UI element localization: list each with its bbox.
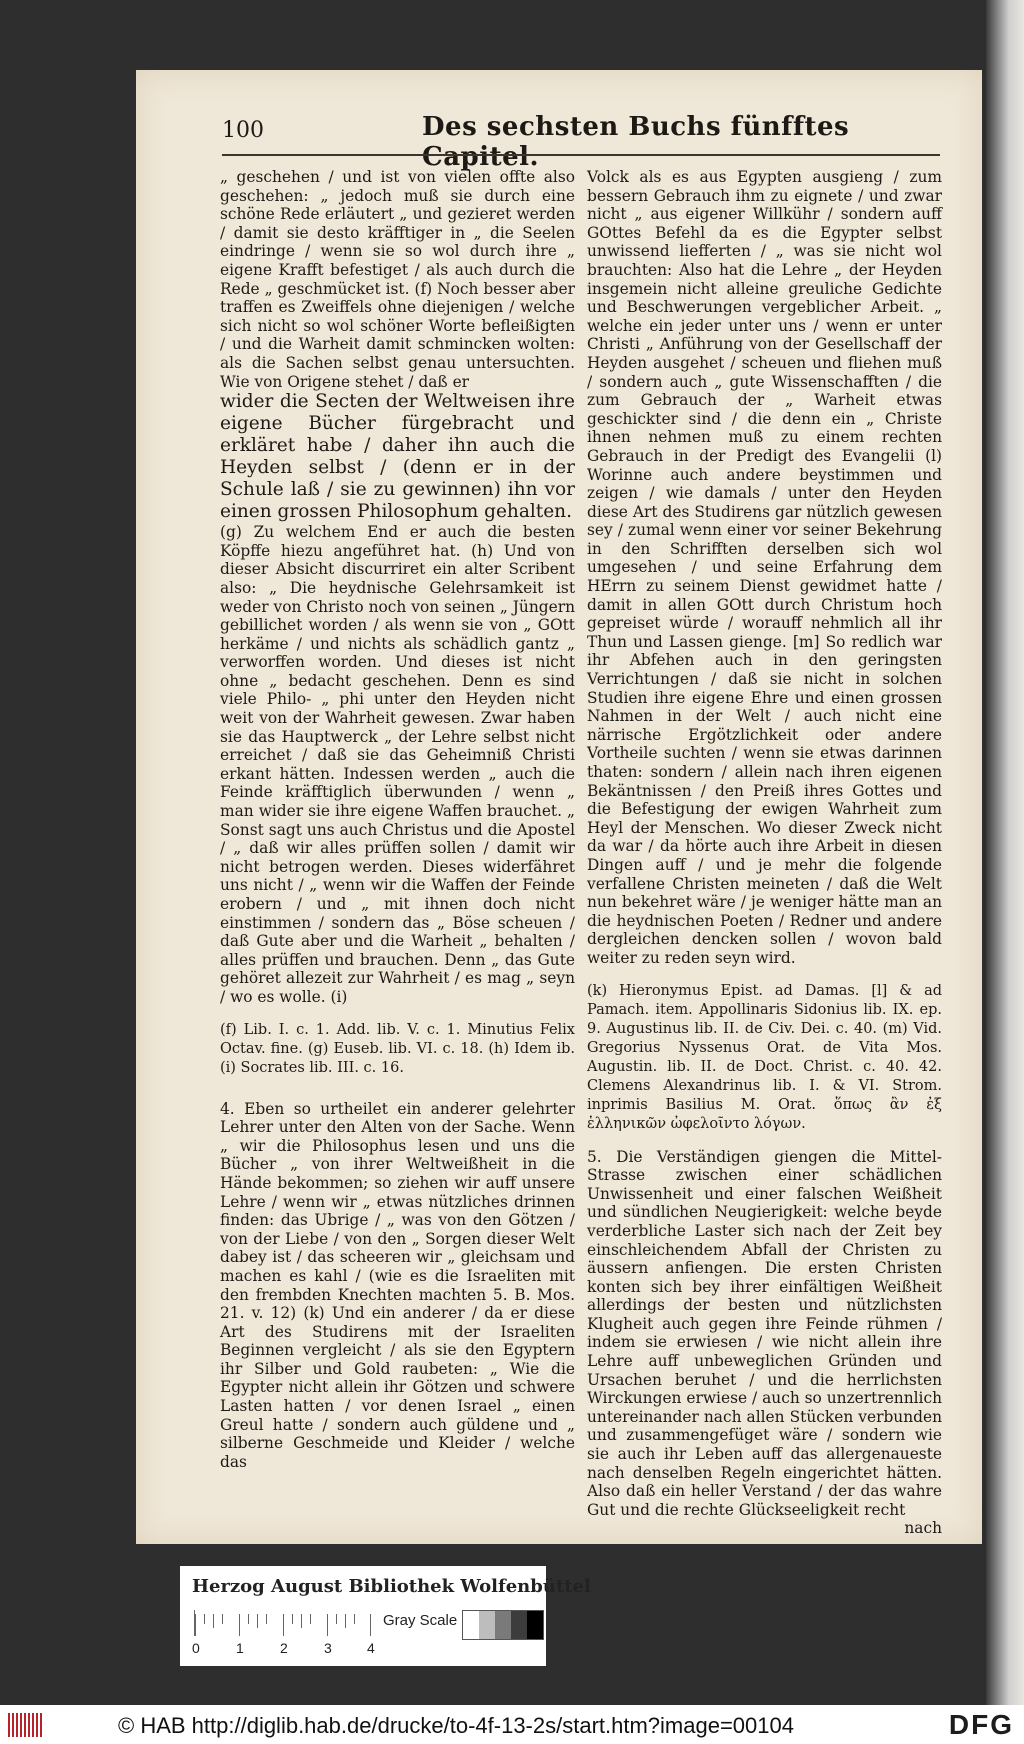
right-paragraph-1: Volck als es aus Egypten ausgieng / zum bessern Gebrauch ihm zu eignete / und zwar nicht „ aus eigener Willkühr / sondern auff GOttes Befehl da es die Egypter selbst unwissend liefferten / „ was sie nicht wol brauchten: Also hat die Lehre „ der Heyden insgemein nicht alleine greuliche Gedichte und Beschwerungen vergeblicher Arbeit. „ welche ein jeder unter uns / wenn er unter Christi „ Anführung von der Gesellschaff der Heyden ausgehet / scheuen und fliehen muß / sondern auch „ gute Wissenschafften / die zum Gebrauch der „ Warheit etwas geschickter sind / die denn ein „ Christe ihnen nehmen muß zu einem rechten Gebrauch in der Predigt des Evangelii (l) Worinne auch andere beystimmen und zeigen / wie damals / unter den Heyden diese Art des Studirens gar nützlich gewesen sey / zumal wenn einer vor seiner Bekehrung in den Schrifften derselben sich wol umgesehen / und seine Erfahrung dem HErrn zu seinem Dienst gewidmet hatte / damit in allen GOtt durch Christum hoch gepreiset würde / worauff nehmlich all ihr Thun und Lassen gienge. [m] So redlich war ihr Abfehen auch in den geringsten Verrichtungen / daß sie nicht in solchen Studien ihre eigene Ehre und einen grossen Nahmen in der Welt / auch nicht eine närrische Ergötzlichkeit oder andere Vortheile suchten / wenn sie etwas darinnen thaten: sondern / allein nach ihren eigenen Bekäntnissen / den Preiß ihres Gottes und die Befestigung der ewigen Wahrheit zum Heyl der Menschen. Wo dieser Zweck nicht da war / da hörte auch ihre Arbeit in diesen Dingen auff / und je mehr die folgende verfallene Christen meineten / daß die Welt nun bekehret wäre / je weniger hätte man an die heydnischen Poeten / Redner und andere dergleichen dencken sollen / wovon bald weiter zu reden seyn wird.: [587, 168, 942, 967]
left-emphasized-passage: wider die Secten der Weltweisen ihre eigene Bücher fürgebracht und erkläret habe / daher ihn auch die Heyden selbst / (denn er in der Schule laß / sie zu gewinnen) ihn vor einen grossen Philosophum gehalten.: [220, 391, 575, 523]
section-4-paragraph: 4. Eben so urtheilet ein anderer gelehrter Lehrer unter den Alten von der Sache. Wenn „ wir die Philosophus lesen und uns die Bücher „ von ihrer Weltweißheit in die Hände bekommen; so ziehen wir auff unsere Lehre / wenn wir „ etwas nützliches drinnen finden: das Ubrige / „ was von den Götzen / von der Liebe / von den „ Sorgen dieser Welt dabey ist / das scheeren wir „ gleichsam und machen es kahl / (wie es die Israeliten mit den frembden Knechten machten 5. B. Mos. 21. v. 12) (k) Und ein anderer / da er diese Art des Studirens mit der Israeliten Beginnen vergleicht / als sie den Egyptern ihr Silber und Gold raubeten: „ Wie die Egypter nicht allein ihr Götzen und schwere Lasten hatten / vor denen Israel „ einen Greul hatte / sondern auch güldene und „ silberne Geschmeide und Kleider / welche das: [220, 1099, 575, 1471]
book-page: [136, 70, 982, 1544]
dfg-logo: DFG: [948, 1709, 1014, 1740]
left-paragraph-2: (g) Zu welchem End er auch die besten Köpffe hiezu angeführet hat. (h) Und von dieser Absicht discurriret ein alter Scribent also: „ Die heydnische Gelehrsamkeit ist weder von Christo noch von seinen „ Jüngern gebillichet worden / als wenn sie von „ GOtt herkäme / und nichts als schädlich gantz „ verworffen worden. Und dieses ist nicht ohne „ bedacht geschehen. Denn es sind viele Philo- „ phi unter den Heyden nicht weit von der Wahrheit gewesen. Zwar haben sie das Hauptwerck „ der Lehre selbst nicht erreichet / daß sie das Geheimniß Christi erkant hätten. Indessen werden „ auch die Feinde kräfftiglich überwunden / wenn „ man wider sie ihre eigene Waffen brauchet. „ Sonst sagt uns auch Christus und die Apostel / „ daß wir alles prüffen sollen / damit wir nicht betrogen werden. Dieses widerfähret uns nicht / „ wenn wir die Waffen der Feinde erobern / und „ mit ihnen doch nicht einstimmen / sondern das „ Böse scheuen / daß Gute aber und die Warheit „ behalten / alles prüffen und brauchen. Denn „ das Gute gehöret allezeit zur Wahrheit / es mag „ seyn / wo es wolle. (i): [220, 523, 575, 1006]
library-scale-card: Herzog August Bibliothek Wolfenbüttel 0 1 2 3 4 Gray Scale: [180, 1566, 546, 1666]
chapter-heading: Des sechsten Buchs fünfftes Capitel.: [422, 112, 850, 172]
adjacent-page-edge: [986, 0, 1024, 1705]
library-name: Herzog August Bibliothek Wolfenbüttel: [192, 1576, 591, 1597]
copyright-link[interactable]: © HAB http://diglib.hab.de/drucke/to-4f-13-2s/start.htm?image=00104: [118, 1713, 794, 1738]
gray-scale-swatches: [462, 1610, 544, 1640]
left-footnotes: (f) Lib. I. c. 1. Add. lib. V. c. 1. Minutius Felix Octav. fine. (g) Euseb. lib. VI. c. 18. (h) Idem ib. (i) Socrates lib. III. c. 16.: [220, 1021, 575, 1076]
gray-swatch: [511, 1611, 527, 1639]
header-rule: [222, 154, 940, 156]
running-head: [222, 110, 926, 172]
gray-swatch: [495, 1611, 511, 1639]
measurement-ruler: [194, 1610, 371, 1636]
barcode-icon: [8, 1713, 42, 1737]
gray-swatch: [527, 1611, 543, 1639]
section-5-paragraph: 5. Die Verständigen giengen die Mittel-Strasse zwischen einer schädlichen Unwissenheit und einer falschen Weißheit und sündlichen Neugierigkeit: welche beyde verderbliche Laster sich nach der Zeit bey einschleichendem Abfall der Christen zu äussern anfiengen. Die ersten Christen konten sich bey ihrer einfältigen Weißheit allerdings der besten und nützlichsten Klugheit auch gegen ihre Feinde rühmen / indem sie erwiesen / wie nicht allein ihre Lehre auff unbeweglichen Gründen und Ursachen beruhet / und die herrlichsten Wirckungen erwiese / auch so unzertrennlich untereinander nach allen Stücken verbunden und zusammengefüget wäre / sondern wie sie auch ihr Leben auff das allergenaueste nach denselben Regeln eingerichtet hätten. Also daß ein heller Verstand / der das wahre Gut und die rechte Glückseeligkeit recht: [587, 1147, 942, 1519]
catchword: nach: [904, 1519, 942, 1538]
gray-swatch: [479, 1611, 495, 1639]
gray-scale-label: Gray Scale: [383, 1612, 458, 1629]
left-column: [220, 168, 575, 1471]
left-paragraph-1: „ geschehen / und ist von vielen offte also geschehen: „ jedoch muß sie durch eine schöne Rede erläutert „ und gezieret werden / damit sie desto kräfftiger in „ die Seelen eindringe / wenn sie so wol durch ihre „ eigene Krafft befestiget / als auch durch die Rede „ geschmücket ist. (f) Noch besser aber traffen es Zweiffels ohne diejenigen / welche sich nicht so wol schöner Worte befleißigten / und die Warheit damit schmincken wolten: als die Sachen selbst genau untersuchten. Wie von Origene stehet / daß er: [220, 168, 575, 391]
page-number: 100: [222, 118, 264, 143]
viewer-footer-bar: [0, 1705, 1024, 1744]
gray-swatch: [463, 1611, 479, 1639]
right-column: [587, 168, 942, 1538]
right-footnotes: (k) Hieronymus Epist. ad Damas. [l] & ad Pamach. item. Appollinaris Sidonius lib. IX. ep. 9. Augustinus lib. II. de Civ. Dei. c. 40. (m) Vid. Gregorius Nyssenus Orat. de Vita Mos. Augustin. lib. II. de Doct. Christ. c. 40. 42. Clemens Alexandrinus lib. I. & VI. Strom. inprimis Basilius M. Orat. ὅπως ἂν ἐξ ἑλληνικῶν ὠφελοῖντο λόγων.: [587, 982, 942, 1132]
